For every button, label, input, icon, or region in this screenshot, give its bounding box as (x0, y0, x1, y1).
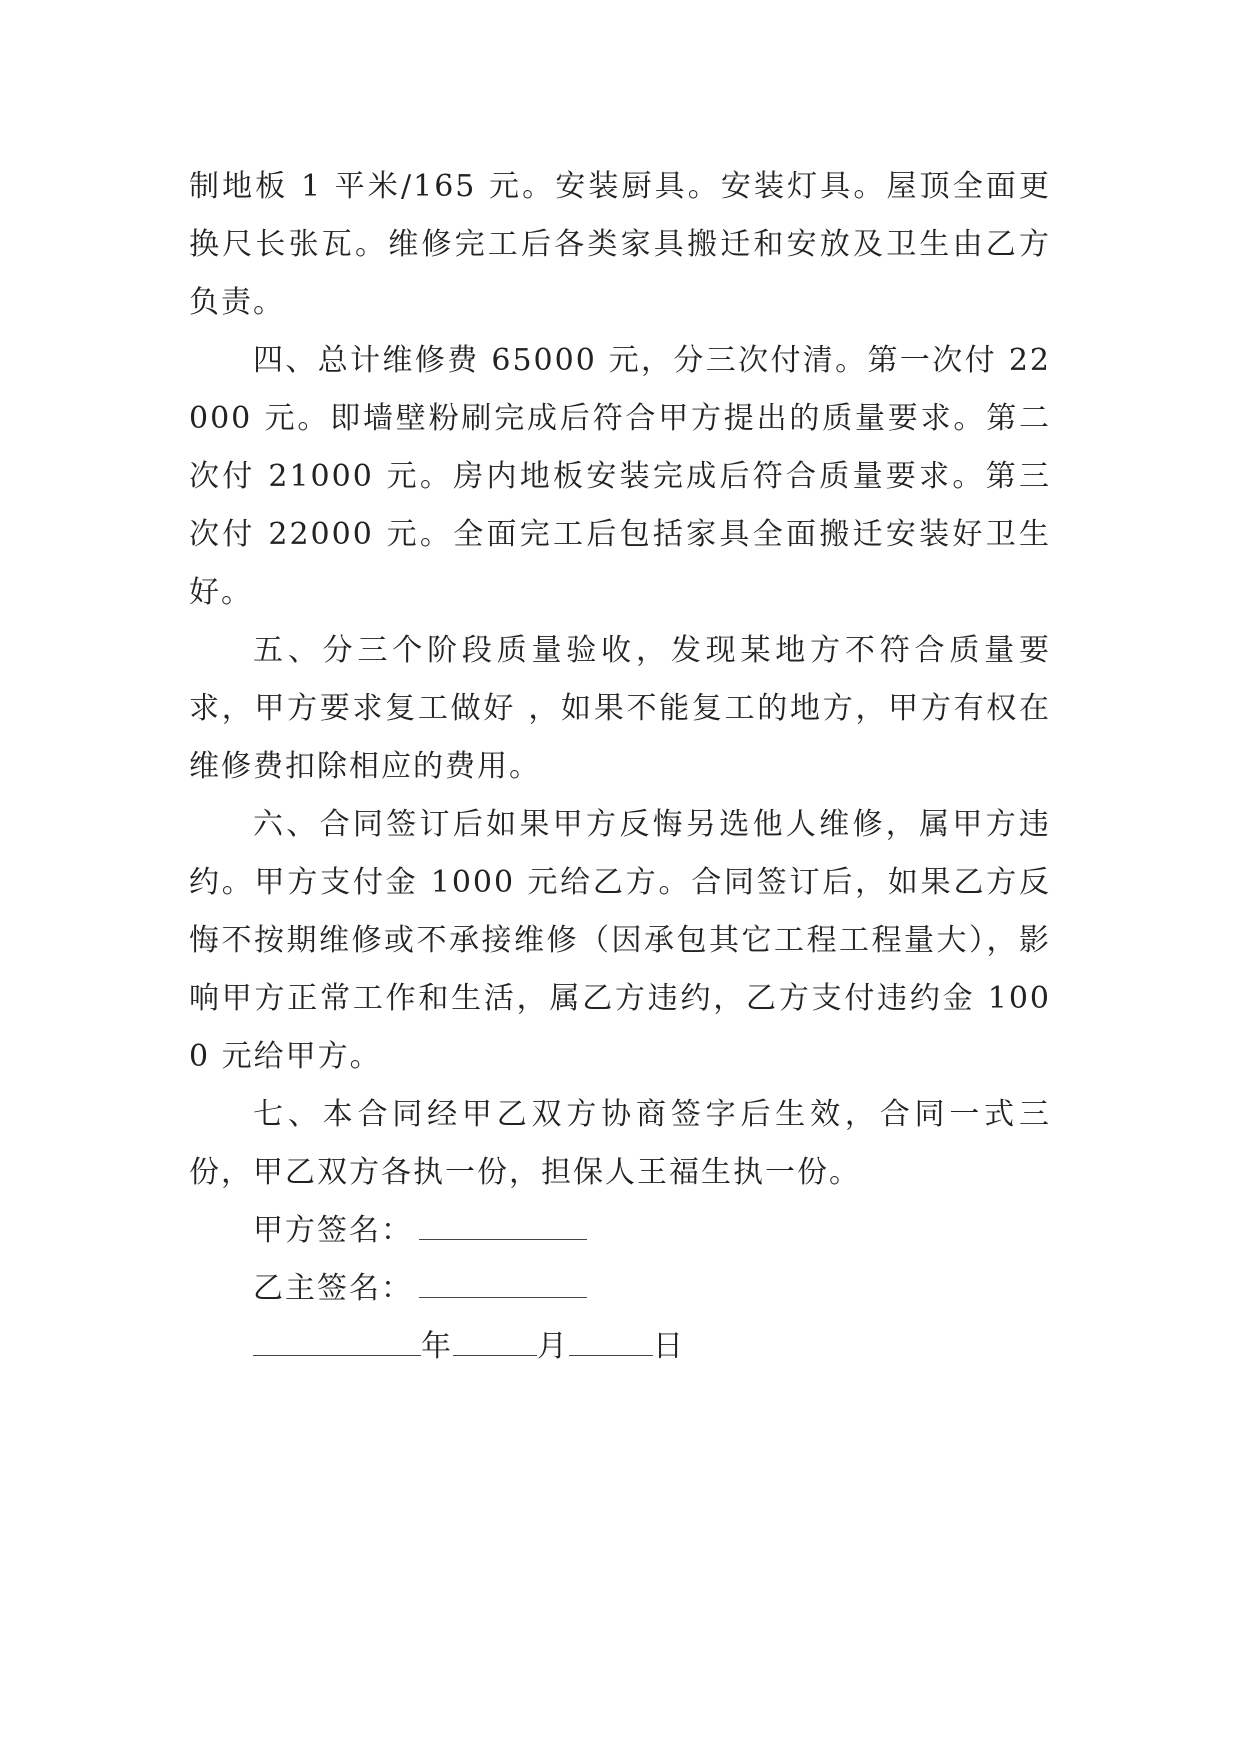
party-b-signature-label: 乙主签名： (253, 1271, 413, 1306)
party-a-signature-label: 甲方签名： (253, 1213, 413, 1248)
paragraph-5-inspection: 五、分三个阶段质量验收，发现某地方不符合质量要求，甲方要求复工做好 ，如果不能复工的地方，甲方有权在维修费扣除相应的费用。 (189, 633, 1051, 784)
day-label: 日 (653, 1329, 685, 1364)
date-line (189, 1318, 1051, 1376)
party-a-signature-blank (419, 1209, 587, 1240)
day-blank (569, 1325, 653, 1356)
paragraph-3-continued: 制地板 1 平米/165 元。安装厨具。安装灯具。屋顶全面更换尺长张瓦。维修完工后各类家具搬迁和安放及卫生由乙方负责。 (189, 169, 1051, 320)
paragraph-6-breach: 六、合同签订后如果甲方反悔另选他人维修，属甲方违约。甲方支付金 1000 元给乙方。合同签订后，如果乙方反悔不按期维修或不承接维修（因承包其它工程工程量大），影响甲方正常工作和生活，属乙方违约，乙方支付违约金 1000 元给甲方。 (189, 807, 1051, 1074)
paragraph-7-effect: 七、本合同经甲乙双方协商签字后生效，合同一式三份，甲乙双方各执一份，担保人王福生执一份。 (189, 1097, 1051, 1190)
month-label: 月 (537, 1329, 569, 1364)
year-blank (253, 1325, 421, 1356)
year-label: 年 (421, 1329, 453, 1364)
party-b-signature-line (189, 1260, 1051, 1318)
paragraph-4-payment: 四、总计维修费 65000 元，分三次付清。第一次付 22000 元。即墙壁粉刷完成后符合甲方提出的质量要求。第二次付 21000 元。房内地板安装完成后符合质量要求。第三次付 22000 元。全面完工后包括家具全面搬迁安装好卫生好。 (189, 343, 1051, 610)
party-b-signature-blank (419, 1267, 587, 1298)
party-a-signature-line (189, 1202, 1051, 1260)
month-blank (453, 1325, 537, 1356)
document-body (189, 158, 1051, 1376)
